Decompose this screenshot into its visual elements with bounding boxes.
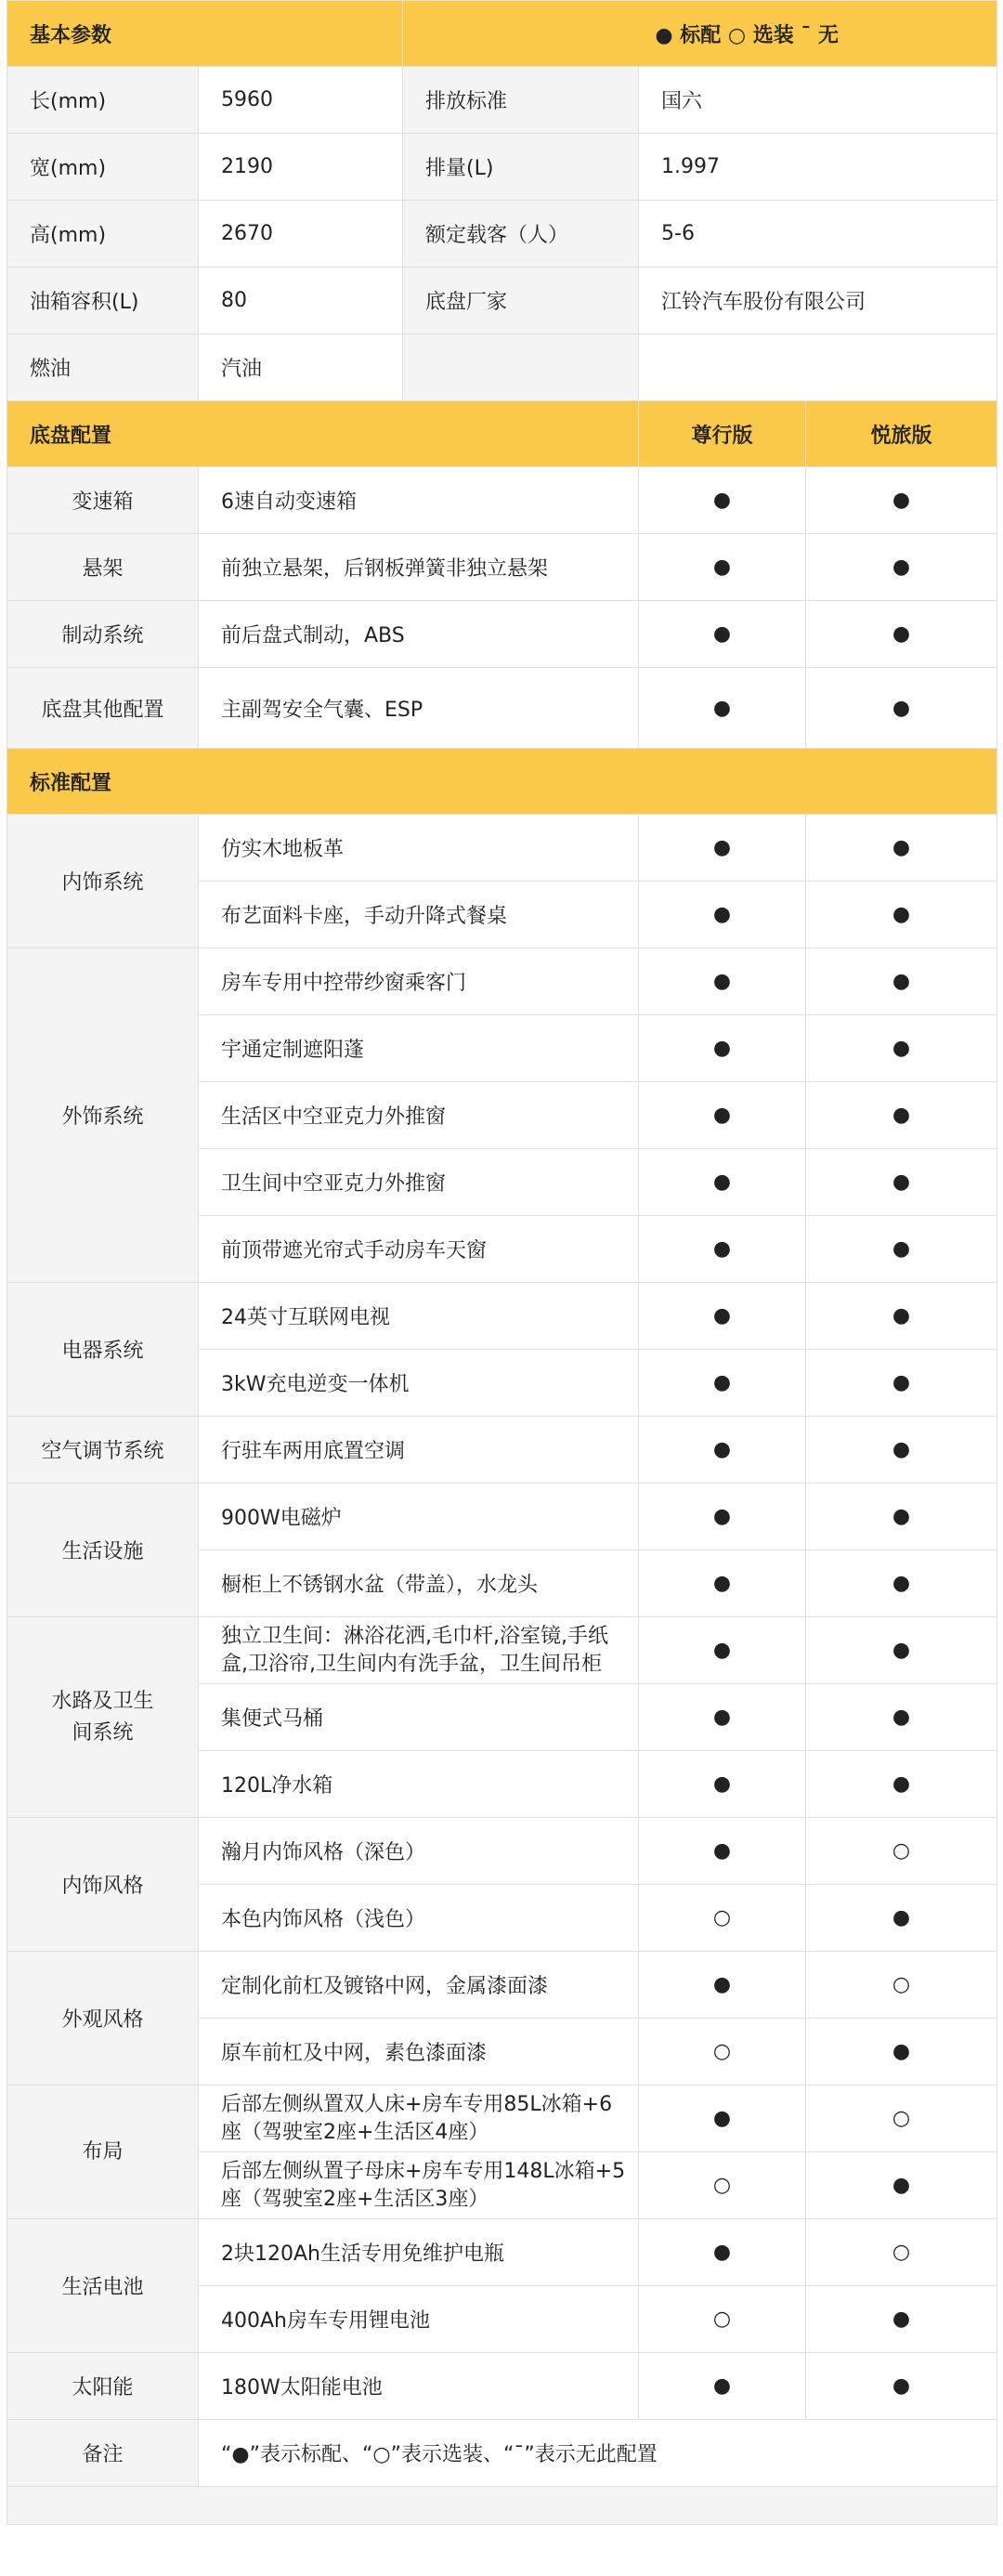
param-label: 底盘厂家 <box>403 268 639 334</box>
row-value: 前顶带遮光帘式手动房车天窗 <box>199 1216 639 1283</box>
row-value: 6速自动变速箱 <box>199 467 639 534</box>
row-value: 本色内饰风格（浅色） <box>199 1885 639 1952</box>
basic-row <box>7 201 997 268</box>
standard-row <box>7 2086 997 2152</box>
variant-1-mark: ● <box>639 2353 806 2420</box>
param-label: 高(mm) <box>7 201 199 268</box>
row-value: 房车专用中控带纱窗乘客门 <box>199 948 639 1015</box>
chassis-row <box>7 467 997 534</box>
row-value: 布艺面料卡座，手动升降式餐桌 <box>199 882 639 948</box>
variant-1-mark: ● <box>639 1684 806 1751</box>
group-label: 电器系统 <box>7 1283 199 1417</box>
row-value: 后部左侧纵置子母床+房车专用148L冰箱+5座（驾驶室2座+生活区3座） <box>199 2152 639 2219</box>
param-value: 江铃汽车股份有限公司 <box>639 268 997 334</box>
row-value: 180W太阳能电池 <box>199 2353 639 2420</box>
row-value: 橱柜上不锈钢水盆（带盖），水龙头 <box>199 1550 639 1617</box>
variant-2-mark: ● <box>806 1216 997 1283</box>
row-value: 后部左侧纵置双人床+房车专用85L冰箱+6座（驾驶室2座+生活区4座） <box>199 2086 639 2152</box>
row-value: 400Ah房车专用锂电池 <box>199 2286 639 2353</box>
row-value: 2块120Ah生活专用免维护电瓶 <box>199 2219 639 2286</box>
standard-row <box>7 948 997 1015</box>
row-value: 生活区中空亚克力外推窗 <box>199 1082 639 1149</box>
param-value: 2670 <box>199 201 403 268</box>
variant-2-mark: ● <box>806 534 997 601</box>
param-label: 额定载客（人） <box>403 201 639 268</box>
variant-1-mark: ● <box>639 601 806 668</box>
row-value: 3kW充电逆变一体机 <box>199 1350 639 1417</box>
variant-1-mark: ● <box>639 1082 806 1149</box>
param-value: 2190 <box>199 134 403 201</box>
legend: ● 标配 ○ 选装 ˉ 无 <box>403 1 997 67</box>
row-value: 仿实木地板革 <box>199 815 639 882</box>
variant-2-mark: ○ <box>806 1818 997 1885</box>
row-value: 宇通定制遮阳蓬 <box>199 1015 639 1082</box>
row-label: 悬架 <box>7 534 199 601</box>
param-value: 5-6 <box>639 201 997 268</box>
variant-1-mark: ● <box>639 467 806 534</box>
variant-1-mark: ● <box>639 1550 806 1617</box>
param-label: 宽(mm) <box>7 134 199 201</box>
param-label: 排放标准 <box>403 67 639 134</box>
param-value: 国六 <box>639 67 997 134</box>
variant-2-mark: ● <box>806 2286 997 2353</box>
variant-2-mark: ● <box>806 2152 997 2219</box>
row-value: 原车前杠及中网，素色漆面漆 <box>199 2019 639 2086</box>
variant-2-mark: ● <box>806 815 997 882</box>
standard-row <box>7 1952 997 2019</box>
variant-1-mark: ○ <box>639 2286 806 2353</box>
standard-row <box>7 2353 997 2420</box>
chassis-row <box>7 601 997 668</box>
variant-1-mark: ● <box>639 948 806 1015</box>
variant-1-mark: ● <box>639 1952 806 2019</box>
standard-row <box>7 1617 997 1684</box>
param-label <box>403 334 639 401</box>
variant-2-mark: ● <box>806 1015 997 1082</box>
param-value <box>639 334 997 401</box>
empty-footer-row <box>7 2487 997 2525</box>
variant-2-mark: ● <box>806 1417 997 1484</box>
chassis-row <box>7 534 997 601</box>
variant-2-mark: ● <box>806 1283 997 1350</box>
variant-2-mark: ● <box>806 1684 997 1751</box>
variant-2-mark: ● <box>806 2353 997 2420</box>
group-label: 生活设施 <box>7 1484 199 1617</box>
variant-1-mark: ● <box>639 1417 806 1484</box>
note-label: 备注 <box>7 2420 199 2487</box>
standard-title: 标准配置 <box>7 749 997 815</box>
variant-2-mark: ● <box>806 1082 997 1149</box>
row-value: 集便式马桶 <box>199 1684 639 1751</box>
row-value: 卫生间中空亚克力外推窗 <box>199 1149 639 1216</box>
variant-1-mark: ● <box>639 1216 806 1283</box>
standard-row <box>7 1417 997 1484</box>
row-value: 行驻车两用底置空调 <box>199 1417 639 1484</box>
param-value: 汽油 <box>199 334 403 401</box>
variant-1-mark: ● <box>639 534 806 601</box>
group-label: 内饰系统 <box>7 815 199 948</box>
variant-1-mark: ● <box>639 1751 806 1818</box>
group-label: 外饰系统 <box>7 948 199 1283</box>
chassis-header-row <box>7 401 997 467</box>
variant-1-mark: ● <box>639 1350 806 1417</box>
row-value: 独立卫生间：淋浴花洒,毛巾杆,浴室镜,手纸盒,卫浴帘,卫生间内有洗手盆，卫生间吊柜 <box>199 1617 639 1684</box>
chassis-row <box>7 668 997 749</box>
variant-1-mark: ○ <box>639 1885 806 1952</box>
row-value: 主副驾安全气囊、ESP <box>199 668 639 749</box>
variant-2-mark: ○ <box>806 2086 997 2152</box>
row-value: 瀚月内饰风格（深色） <box>199 1818 639 1885</box>
variant-2-mark: ○ <box>806 2219 997 2286</box>
variant-1-mark: ● <box>639 668 806 749</box>
standard-row <box>7 2219 997 2286</box>
variant-2-mark: ○ <box>806 1952 997 2019</box>
variant-1-mark: ● <box>639 1617 806 1684</box>
row-label: 变速箱 <box>7 467 199 534</box>
variant-2-mark: ● <box>806 1751 997 1818</box>
row-value: 定制化前杠及镀铬中网，金属漆面漆 <box>199 1952 639 2019</box>
variant-1-mark: ● <box>639 2086 806 2152</box>
param-label: 燃油 <box>7 334 199 401</box>
row-label: 底盘其他配置 <box>7 668 199 749</box>
empty-cell <box>7 2487 997 2525</box>
variant-2-mark: ● <box>806 882 997 948</box>
param-label: 排量(L) <box>403 134 639 201</box>
row-value: 900W电磁炉 <box>199 1484 639 1550</box>
variant-2-mark: ● <box>806 1885 997 1952</box>
standard-row <box>7 815 997 882</box>
chassis-title: 底盘配置 <box>7 401 639 467</box>
variant-1-mark: ○ <box>639 2152 806 2219</box>
variant-2-mark: ● <box>806 467 997 534</box>
group-label: 水路及卫生间系统 <box>7 1617 199 1818</box>
param-value: 1.997 <box>639 134 997 201</box>
standard-row <box>7 1818 997 1885</box>
param-label: 长(mm) <box>7 67 199 134</box>
variant-2-mark: ● <box>806 1617 997 1684</box>
row-value: 120L净水箱 <box>199 1751 639 1818</box>
row-value: 24英寸互联网电视 <box>199 1283 639 1350</box>
variant-2-mark: ● <box>806 1550 997 1617</box>
variant-2-mark: ● <box>806 2019 997 2086</box>
variant-2-header: 悦旅版 <box>806 401 997 467</box>
param-label: 油箱容积(L) <box>7 268 199 334</box>
variant-1-mark: ● <box>639 1015 806 1082</box>
variant-2-mark: ● <box>806 668 997 749</box>
basic-row <box>7 334 997 401</box>
note-row <box>7 2420 997 2487</box>
basic-title: 基本参数 <box>7 1 403 67</box>
param-value: 80 <box>199 268 403 334</box>
basic-row <box>7 67 997 134</box>
variant-2-mark: ● <box>806 601 997 668</box>
row-value: 前后盘式制动，ABS <box>199 601 639 668</box>
variant-1-mark: ● <box>639 882 806 948</box>
variant-1-mark: ● <box>639 1149 806 1216</box>
group-label: 空气调节系统 <box>7 1417 199 1484</box>
basic-row <box>7 134 997 201</box>
variant-2-mark: ● <box>806 1350 997 1417</box>
variant-1-mark: ○ <box>639 2019 806 2086</box>
variant-2-mark: ● <box>806 1484 997 1550</box>
basic-row <box>7 268 997 334</box>
note-text: “●”表示标配、“○”表示选装、“ˉ”表示无此配置 <box>199 2420 997 2487</box>
variant-1-mark: ● <box>639 1283 806 1350</box>
spec-table <box>7 0 997 2525</box>
variant-1-mark: ● <box>639 1484 806 1550</box>
standard-header-row <box>7 749 997 815</box>
group-label: 生活电池 <box>7 2219 199 2353</box>
param-value: 5960 <box>199 67 403 134</box>
group-label: 内饰风格 <box>7 1818 199 1952</box>
group-label: 外观风格 <box>7 1952 199 2086</box>
group-label: 太阳能 <box>7 2353 199 2420</box>
basic-header-row <box>7 1 997 67</box>
row-value: 前独立悬架，后钢板弹簧非独立悬架 <box>199 534 639 601</box>
group-label: 布局 <box>7 2086 199 2219</box>
variant-1-mark: ● <box>639 815 806 882</box>
variant-2-mark: ● <box>806 948 997 1015</box>
variant-1-header: 尊行版 <box>639 401 806 467</box>
variant-2-mark: ● <box>806 1149 997 1216</box>
variant-1-mark: ● <box>639 1818 806 1885</box>
row-label: 制动系统 <box>7 601 199 668</box>
standard-row <box>7 1283 997 1350</box>
variant-1-mark: ● <box>639 2219 806 2286</box>
standard-row <box>7 1484 997 1550</box>
